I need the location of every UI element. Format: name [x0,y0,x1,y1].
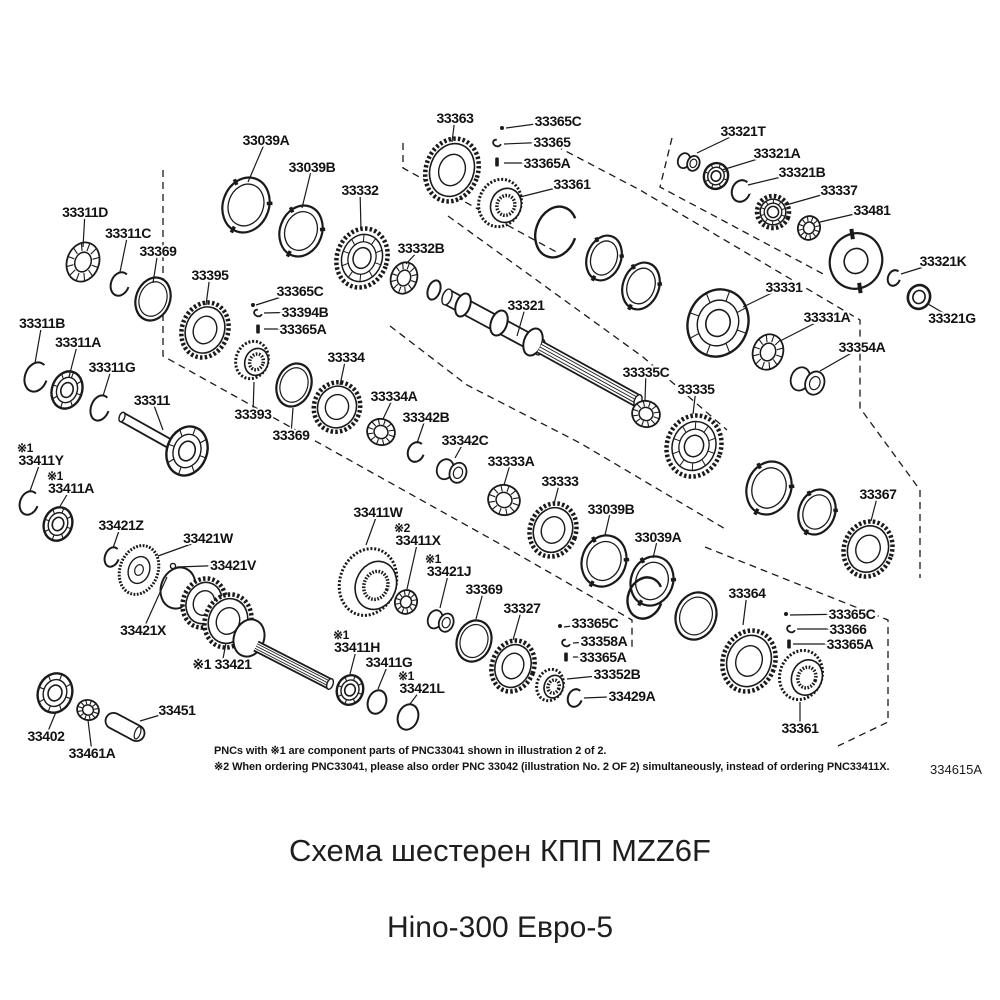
part-label: 33311B [19,315,65,331]
part-needle [74,697,102,723]
caption-subtitle: Hino-300 Евро-5 [386,911,614,944]
part-bushing [676,151,702,172]
part-gear [174,296,236,364]
part-snapring [21,359,52,395]
part-clip [561,639,571,648]
part-label: 33337 [820,182,858,198]
part-gear [714,623,784,699]
part-label-prefix: ※1 [425,552,441,566]
footnotes [214,744,924,775]
part-synchro [532,666,567,705]
part-dring [451,615,497,666]
part-bearing [160,421,215,482]
part-keyplate [792,484,842,540]
part-dot [500,126,504,130]
part-needle [484,480,524,519]
part-bearing [333,671,368,708]
part-snapring [886,268,903,287]
part-snapring [102,545,122,569]
part-label: 33369 [272,427,310,443]
part-gear [522,497,584,563]
part-label-prefix: ※1 [333,628,349,642]
part-label: 33335 [677,381,715,397]
part-dring [669,587,723,646]
part-label: 33365A [579,649,627,665]
part-needle [386,259,421,298]
part-label: 33332B [397,240,445,256]
part-label: 33311A [55,334,101,350]
part-clip [492,139,502,148]
part-keyplate [580,231,628,286]
part-label: 33327 [503,600,541,616]
part-keyplate [739,455,799,521]
part-label: 33365C [534,113,582,129]
part-label: 33402 [27,728,65,744]
part-label: 33365 [533,134,571,150]
part-label-prefix: ※1 [398,669,414,683]
part-label: 33321T [720,123,766,139]
caption-title: Схема шестерен КПП MZZ6F [289,833,711,868]
part-label: 33461A [68,745,116,761]
part-bearing [39,503,77,545]
part-label: 33321B [778,164,826,180]
part-label: 33039B [587,501,635,517]
part-needle [363,415,398,449]
part-label: 33333A [487,453,535,469]
part-label: 33321K [919,253,967,269]
part-needle [795,213,824,243]
part-synchro [230,337,273,384]
part-label-prefix: ※1 [47,469,63,483]
part-snapring [16,489,41,518]
part-label: 33354A [838,339,886,355]
part-ring [425,279,443,302]
part-label: 33342B [402,409,450,425]
part-pin2 [495,158,499,167]
part-label: 33421J [426,563,472,579]
part-clip [786,625,796,634]
part-label: 33311D [62,204,108,220]
part-label: 33411X [395,532,441,548]
part-label-prefix: ※2 [394,521,410,535]
part-label: 33369 [139,243,177,259]
part-synchro [330,540,406,623]
footnote-1: PNCs with ※1 are component parts of PNC33041 shown in illustration 2 of 2. [214,745,607,757]
part-flange [822,226,890,296]
part-label-prefix: ※1 [17,441,33,455]
part-label: 33393 [234,406,272,422]
part-cylpin [103,710,148,744]
part-label: 33363 [436,110,474,126]
part-ring [394,701,422,732]
part-bearing [46,367,87,413]
part-label: ※1 33421 [192,656,252,672]
part-label: 33311 [133,392,171,408]
part-label: 33331 [765,279,803,295]
part-sprocket [113,540,166,600]
part-label: 33321A [753,145,801,161]
part-keyplate [574,529,633,593]
part-snapring [87,393,113,424]
part-gear [307,376,367,439]
part-gear [836,514,900,583]
part-label: 33451 [158,702,196,718]
part-snapring [729,178,753,205]
part-label: 33365C [828,606,876,622]
part-keyplate [272,199,329,262]
part-synchro [472,173,528,232]
part-label: 33334 [327,349,365,365]
part-label: 33421W [183,530,233,546]
part-nut [905,282,934,312]
part-label: 33421X [120,622,166,638]
part-dring [271,359,318,412]
part-label: 33411A [48,480,94,496]
part-label: 33039A [242,132,290,148]
part-label: 33365C [276,283,324,299]
part-label: 33395 [191,267,229,283]
part-label: 33369 [465,581,503,597]
part-pin2 [256,325,260,334]
part-label: 33365A [523,155,571,171]
part-label: 33332 [341,182,379,198]
part-label: 33352B [593,666,641,682]
part-dot [558,624,562,628]
part-label: 33421V [210,557,256,573]
footnote-2: ※2 When ordering PNC33041, please also order PNC 33042 (illustration No. 2 OF 2) simultaneously, instead of ordering PNC33411X. [214,760,890,773]
part-label: 33365A [279,321,327,337]
part-label: 33334A [370,388,418,404]
part-dot [784,612,788,616]
part-spline [254,642,335,691]
part-synchro [773,644,830,705]
part-snapring [405,440,427,464]
part-clip [253,309,263,318]
part-label: 33411G [365,654,413,670]
part-needle [748,330,789,374]
part-label: 33321G [928,310,976,326]
part-bushing [425,608,456,634]
part-label: 33321 [507,297,545,313]
part-label: 33411W [353,504,403,520]
part-label: 33365C [571,615,619,631]
part-label: 33039A [634,529,682,545]
part-label: 33366 [829,621,867,637]
part-keyplate [624,550,681,611]
part-label: 33411Y [18,452,64,468]
part-gear [484,634,541,697]
part-label: 33429A [608,688,656,704]
part-pin2 [787,640,791,649]
part-gearbearing [658,408,730,485]
part-label: 33394B [281,304,329,320]
part-gearbearing [752,191,793,232]
part-label: 33335C [622,364,670,380]
part-snapring [565,687,584,709]
part-label: 33364 [728,585,766,601]
part-bearing [700,160,731,193]
part-label: 33421Z [98,517,144,533]
part-label: 33421L [399,680,445,696]
part-label: 33361 [781,720,819,736]
part-pin2 [564,653,568,662]
part-bearing [678,281,758,365]
part-ring [364,688,389,717]
part-label: 33039B [288,159,336,175]
part-label: 33358A [580,633,628,649]
part-label: 33367 [859,486,897,502]
part-label: 33311G [88,359,136,375]
doc-number: 334615A [930,762,983,777]
part-label: 33331A [803,309,851,325]
part-keyplate [616,257,666,314]
part-snapring [107,270,132,299]
part-dot [251,303,255,307]
part-cring [528,201,583,264]
part-keyplate [215,171,277,239]
part-label: 33311C [105,225,151,241]
part-bearing [32,668,78,717]
part-label: 33411H [334,639,380,655]
part-label: 33342C [441,432,489,448]
part-label: 33481 [853,202,891,218]
part-gearbearing [328,221,396,294]
part-label: 33333 [541,473,579,489]
part-bushing [434,457,469,485]
part-gear [417,131,488,209]
part-label: 33365A [826,636,874,652]
part-label: 33361 [553,176,591,192]
